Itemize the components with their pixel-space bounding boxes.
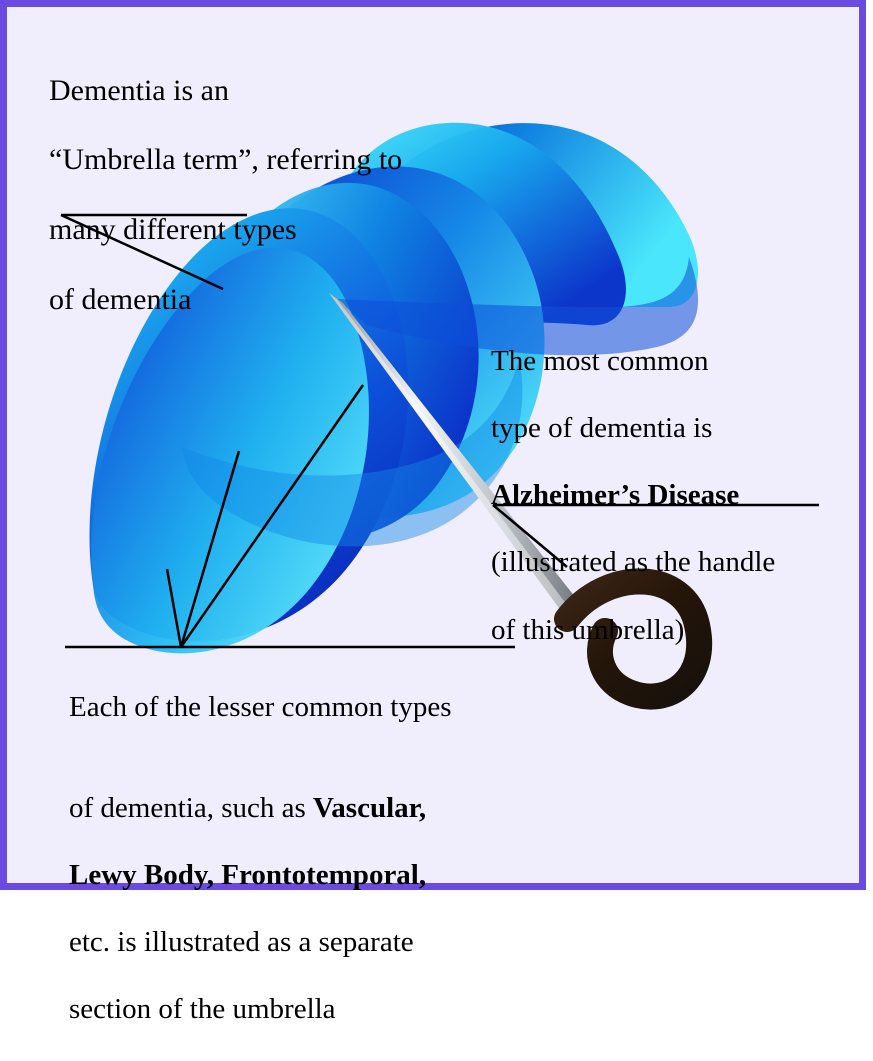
lesser-types-line-4: section of the umbrella <box>69 993 336 1026</box>
umbrella-term-line-3: many different types <box>49 212 297 246</box>
lesser-types-line-3: etc. is illustrated as a separate <box>69 926 414 958</box>
lesser-types-bold-1: Vascular, <box>313 791 427 824</box>
alzheimers-line-1: The most common <box>491 344 709 377</box>
lesser-types-bold-2: Lewy Body, Frontotemporal, <box>69 858 427 891</box>
diagram-canvas <box>7 7 859 1026</box>
umbrella-term-line-4: of dementia <box>49 282 192 316</box>
umbrella-term-note <box>49 39 402 352</box>
alzheimers-bold-term: Alzheimer’s Disease <box>491 479 740 512</box>
lesser-types-line-2-wrap <box>69 758 452 825</box>
umbrella-term-line-1: Dementia is an <box>49 73 229 107</box>
alzheimers-line-3: (illustrated as the handle <box>491 546 776 579</box>
alzheimers-line-4: of this umbrella) <box>491 613 685 646</box>
alzheimers-note <box>491 311 775 681</box>
lesser-types-line-1: Each of the lesser common types <box>69 690 452 723</box>
alzheimers-line-2: type of dementia is <box>491 411 713 444</box>
lesser-types-line-2: of dementia, such as <box>69 791 314 824</box>
umbrella-term-line-2: “Umbrella term”, referring to <box>49 143 403 177</box>
lesser-types-note <box>69 657 452 1061</box>
